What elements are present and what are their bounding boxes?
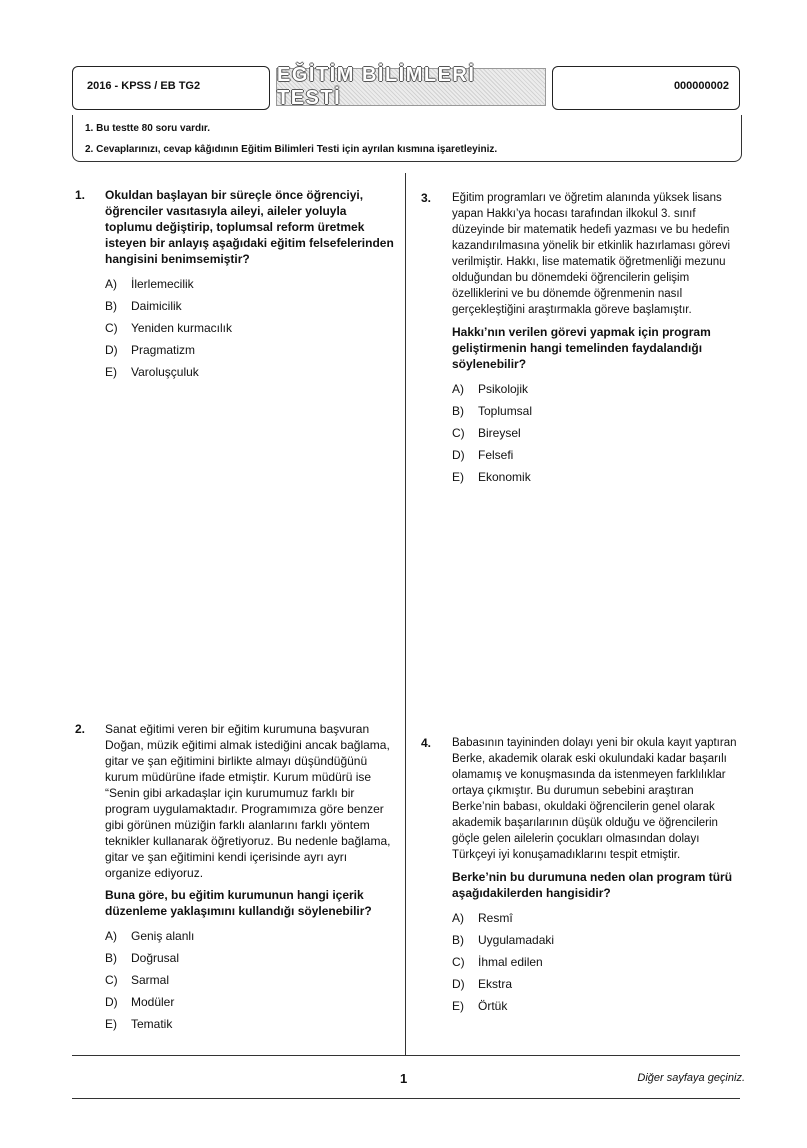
option-text: Uygulamadaki	[478, 933, 555, 947]
footer-divider-bottom	[72, 1098, 740, 1099]
option-c[interactable]	[452, 422, 740, 444]
option-letter: A)	[452, 911, 464, 925]
option-text: İhmal edilen	[478, 955, 543, 969]
next-page-note: Diğer sayfaya geçiniz.	[637, 1072, 745, 1084]
option-letter: B)	[452, 404, 464, 418]
option-letter: E)	[105, 1017, 117, 1031]
option-b[interactable]	[105, 295, 395, 317]
test-title-banner	[276, 64, 546, 109]
option-text: Sarmal	[131, 973, 170, 987]
option-text: Pragmatizm	[131, 343, 196, 357]
option-b[interactable]	[452, 400, 740, 422]
option-a[interactable]	[452, 378, 740, 400]
option-text: İlerlemecilik	[131, 277, 194, 291]
option-text: Varoluşçuluk	[131, 365, 199, 379]
question-ask: Buna göre, bu eğitim kurumunun hangi içerik düzenleme yaklaşımını kullandığı söylenebilir?	[105, 888, 372, 918]
question-number: 1.	[75, 188, 86, 202]
option-c[interactable]	[105, 317, 395, 339]
question-stem: Eğitim programları ve öğretim alanında yüksek lisans yapan Hakkı’ya hocası tarafından ilkokul 3. sınıf düzeyinde bir matematik hedefi yazması ve bu hedefin kazandırılmasına yönelik bir etkinlik hazırlaması görevi verilmiştir. Hakkı, lise matematik öğretmenliği mezunu olduğundan bu dönemdeki öğrencilerin gelişim özelliklerini ve bu dönemde öğrenmenin nasıl gerçekleştiğini araştırmakla göreve başlamıştır.	[452, 192, 731, 316]
option-d[interactable]	[105, 991, 395, 1013]
option-letter: B)	[452, 933, 464, 947]
option-a[interactable]	[105, 273, 395, 295]
question-stem: Okuldan başlayan bir süreçle önce öğrenciyi, öğrenciler vasıtasıyla aileyi, aileler yoluyla toplumu değiştirip, toplumsal reform üretmek isteyen bir anlayış aşağıdaki eğitim felsefelerinden hangisini benimsemiştir?	[105, 188, 394, 266]
option-letter: D)	[452, 977, 465, 991]
page-header	[72, 66, 740, 110]
option-c[interactable]	[452, 951, 740, 973]
option-letter: A)	[105, 277, 117, 291]
option-text: Toplumsal	[478, 404, 533, 418]
option-text: Tematik	[131, 1017, 173, 1031]
question-number: 2.	[75, 722, 86, 736]
option-e[interactable]	[105, 361, 395, 383]
question-ask: Hakkı’nın verilen görevi yapmak için program geliştirmenin hangi temelinden faydalandığı söylenebilir?	[452, 325, 711, 371]
question-stem: Babasının tayininden dolayı yeni bir okula kayıt yaptıran Berke, akademik olarak eski okulundaki kadar başarılı olamamış ve konuşmasında da istenmeyen farklılıklar ortaya çıkmıştır. Bu durumun sebebini araştıran Berke’nin babası, okuldaki öğrencilerin genel olarak akademik başarılarının düşük olduğu ve öğrencilerin göçle gelen ailelerin çocukları olmasından dolayı Türkçeyi iyi konuşamadıklarını tespit etmiştir.	[452, 737, 737, 861]
test-title: EĞİTİM BİLİMLERİ TESTİ	[277, 64, 476, 109]
option-letter: C)	[105, 321, 118, 335]
option-b[interactable]	[452, 929, 740, 951]
option-letter: D)	[452, 448, 465, 462]
option-d[interactable]	[105, 339, 395, 361]
option-text: Yeniden kurmacılık	[131, 321, 232, 335]
option-letter: D)	[105, 995, 118, 1009]
option-text: Bireysel	[478, 426, 521, 440]
instruction-2: 2. Cevaplarınızı, cevap kâğıdının Eğitim Bilimleri Testi için ayrılan kısmına işaretleyiniz.	[85, 144, 498, 155]
booklet-number: 000000002	[673, 80, 729, 92]
footer-divider-top	[72, 1055, 740, 1056]
option-e[interactable]	[105, 1013, 395, 1035]
option-text: Ekonomik	[478, 470, 531, 484]
exam-code-box	[72, 66, 270, 110]
option-letter: A)	[452, 382, 464, 396]
option-letter: E)	[452, 999, 464, 1013]
instruction-1: 1. Bu testte 80 soru vardır.	[85, 123, 211, 134]
question-number: 3.	[421, 191, 432, 205]
option-text: Ekstra	[478, 977, 513, 991]
question-number: 4.	[421, 736, 432, 750]
option-letter: E)	[105, 365, 117, 379]
option-d[interactable]	[452, 973, 740, 995]
option-text: Psikolojik	[478, 382, 529, 396]
option-a[interactable]	[452, 907, 740, 929]
option-text: Resmî	[478, 911, 513, 925]
option-letter: B)	[105, 951, 117, 965]
option-letter: E)	[452, 470, 464, 484]
option-letter: C)	[452, 955, 465, 969]
option-text: Daimicilik	[131, 299, 182, 313]
question-ask: Berke’nin bu durumuna neden olan program türü aşağıdakilerden hangisidir?	[452, 870, 733, 900]
exam-code: 2016 - KPSS / EB TG2	[87, 80, 201, 92]
option-e[interactable]	[452, 466, 740, 488]
option-c[interactable]	[105, 969, 395, 991]
option-text: Modüler	[131, 995, 175, 1009]
page-number: 1	[400, 1071, 408, 1086]
booklet-number-box	[552, 66, 740, 110]
option-letter: B)	[105, 299, 117, 313]
option-text: Doğrusal	[131, 951, 180, 965]
option-text: Örtük	[478, 999, 508, 1013]
option-a[interactable]	[105, 925, 395, 947]
option-e[interactable]	[452, 995, 740, 1017]
option-letter: C)	[452, 426, 465, 440]
option-text: Felsefi	[478, 448, 514, 462]
instructions-box	[72, 115, 742, 162]
option-d[interactable]	[452, 444, 740, 466]
option-letter: D)	[105, 343, 118, 357]
question-stem: Sanat eğitimi veren bir eğitim kurumuna başvuran Doğan, müzik eğitimi almak istediğini ancak bağlama, gitar ve şan eğitimini birlikte almayı düşündüğünü kurum müdürüne ifade etmiştir. Kurum müdürü ise “Senin gibi arkadaşlar için kurumumuz farklı bir program uygulamaktadır. Programımıza göre benzer gibi görünen müziğin farklı alanlarını farklı yöntem teknikler kullanarak öğretiyoruz. Bu nedenle bağlama, gitar ve şan eğitimini kendi içerisinde ayrı ayrı organize ediyoruz.	[105, 722, 391, 880]
option-text: Geniş alanlı	[131, 929, 195, 943]
column-divider	[405, 173, 406, 1055]
option-letter: C)	[105, 973, 118, 987]
option-letter: A)	[105, 929, 117, 943]
option-b[interactable]	[105, 947, 395, 969]
